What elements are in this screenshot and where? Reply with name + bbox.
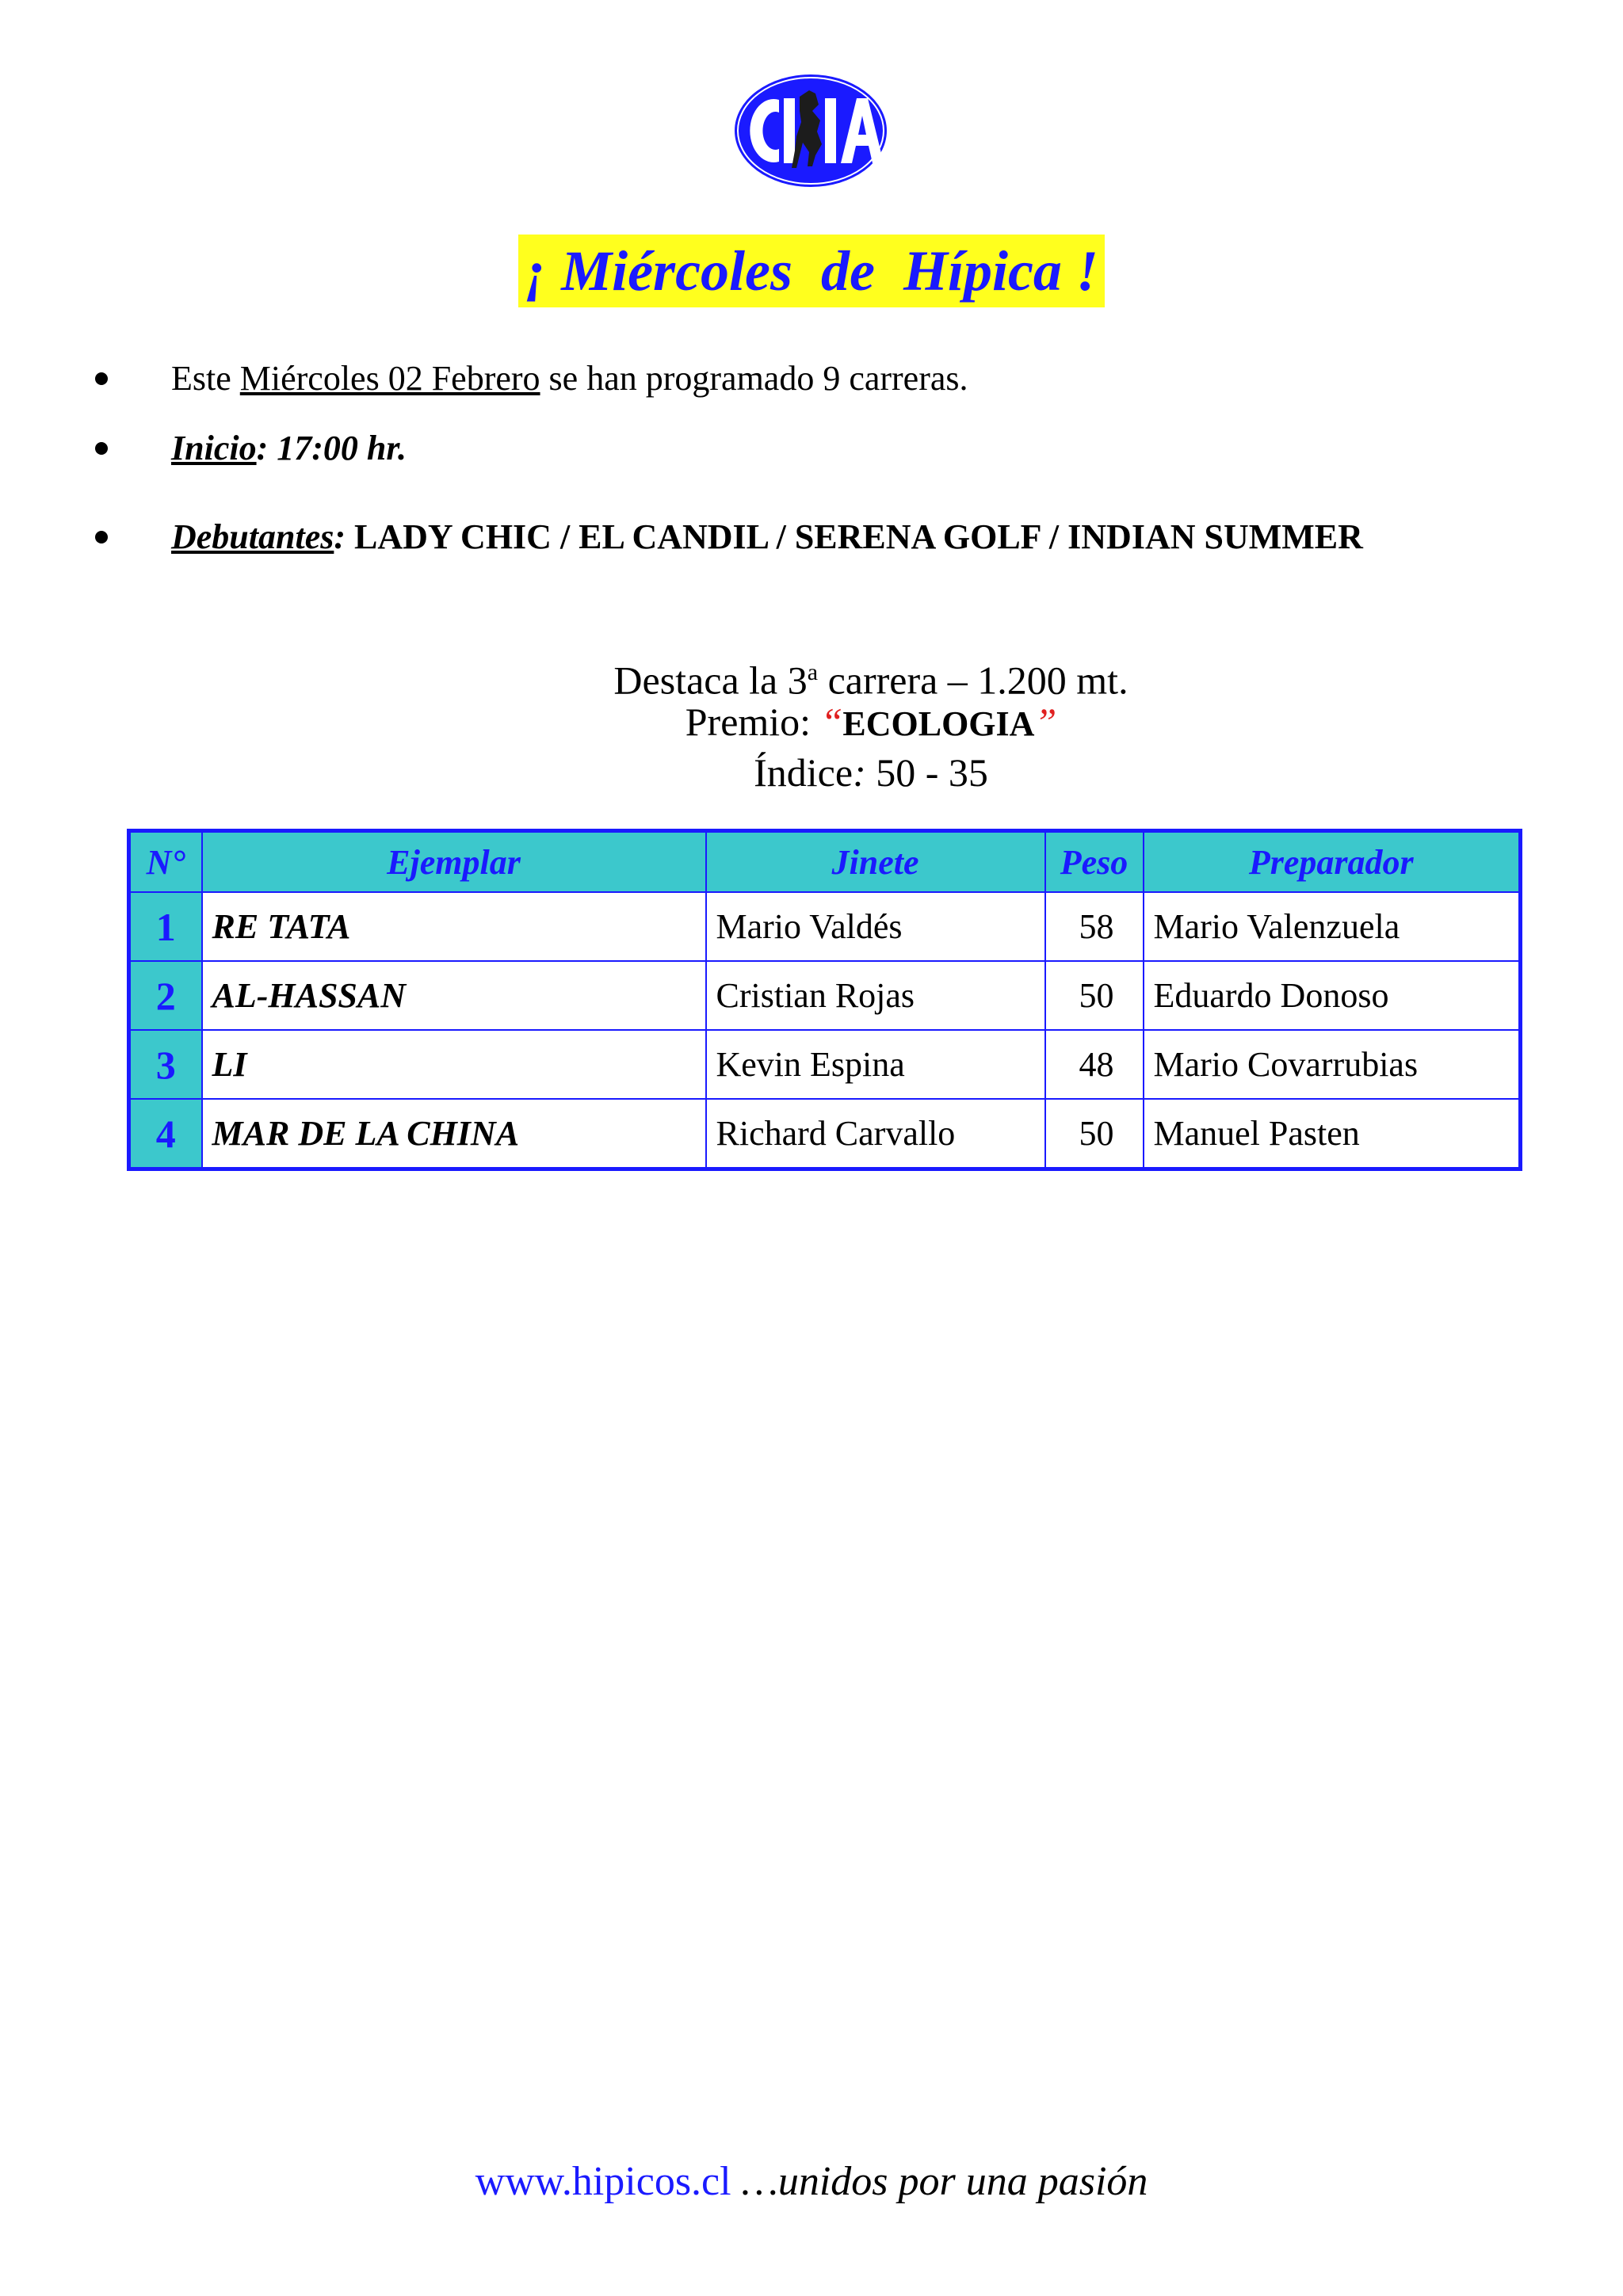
highlight-indice: Índice: 50 - 35	[754, 750, 988, 795]
header-preparador: Preparador	[1144, 831, 1521, 893]
cell-numero: 2	[129, 961, 202, 1030]
cell-ejemplar: MAR DE LA CHINA	[202, 1099, 706, 1169]
footer	[0, 2157, 1623, 2207]
footer-tagline: …unidos por una pasión	[731, 2159, 1148, 2204]
inicio-label: Inicio	[171, 429, 257, 467]
highlight-premio: Premio: “ECOLOGIA”	[685, 700, 1057, 744]
cell-preparador: Mario Covarrubias	[1144, 1030, 1521, 1099]
premio-name: ECOLOGIA	[842, 704, 1035, 743]
table-row	[129, 961, 1521, 1030]
page-title: ¡ Miércoles de Hípica !	[518, 235, 1105, 307]
bullet-icon	[95, 372, 108, 385]
bullet-text: Este Miércoles 02 Febrero se han programado 9 carreras.	[171, 359, 968, 398]
debutantes-list: LADY CHIC / EL CANDIL / SERENA GOLF / INDIAN SUMMER	[346, 517, 1363, 556]
title-container	[0, 235, 1623, 307]
cell-numero: 3	[129, 1030, 202, 1099]
cell-preparador: Mario Valenzuela	[1144, 892, 1521, 961]
bullet-text	[171, 426, 407, 471]
cell-ejemplar: LI	[202, 1030, 706, 1099]
table-row	[129, 892, 1521, 961]
table-row	[129, 1030, 1521, 1099]
inicio-value: : 17:00 hr.	[256, 429, 407, 467]
cell-ejemplar: RE TATA	[202, 892, 706, 961]
table-row	[129, 1099, 1521, 1169]
header-ejemplar: Ejemplar	[202, 831, 706, 893]
cell-peso: 50	[1045, 961, 1144, 1030]
cell-peso: 58	[1045, 892, 1144, 961]
bullet-icon	[95, 531, 108, 543]
date-text: Miércoles 02 Febrero	[239, 359, 540, 398]
bullet-icon	[95, 442, 108, 455]
race-table	[127, 829, 1522, 1171]
footer-url: www.hipicos.cl	[475, 2159, 731, 2204]
cell-jinete: Cristian Rojas	[706, 961, 1045, 1030]
cell-jinete: Mario Valdés	[706, 892, 1045, 961]
bullet-text: Debutantes: LADY CHIC / EL CANDIL / SERENA GOLF / INDIAN SUMMER	[171, 517, 1363, 556]
header-numero: N°	[129, 831, 202, 893]
debutantes-label: Debutantes	[171, 517, 334, 556]
cell-numero: 1	[129, 892, 202, 961]
header-jinete: Jinete	[706, 831, 1045, 893]
cell-preparador: Eduardo Donoso	[1144, 961, 1521, 1030]
header-peso: Peso	[1045, 831, 1144, 893]
table-header-row	[129, 831, 1521, 893]
cell-numero: 4	[129, 1099, 202, 1169]
cell-peso: 50	[1045, 1099, 1144, 1169]
cell-peso: 48	[1045, 1030, 1144, 1099]
cell-jinete: Richard Carvallo	[706, 1099, 1045, 1169]
highlight-race: Destaca la 3$^a$ carrera – 1.200 mt.	[613, 658, 1128, 703]
club-logo	[733, 73, 888, 189]
cell-jinete: Kevin Espina	[706, 1030, 1045, 1099]
cell-ejemplar: AL-HASSAN	[202, 961, 706, 1030]
cell-preparador: Manuel Pasten	[1144, 1099, 1521, 1169]
